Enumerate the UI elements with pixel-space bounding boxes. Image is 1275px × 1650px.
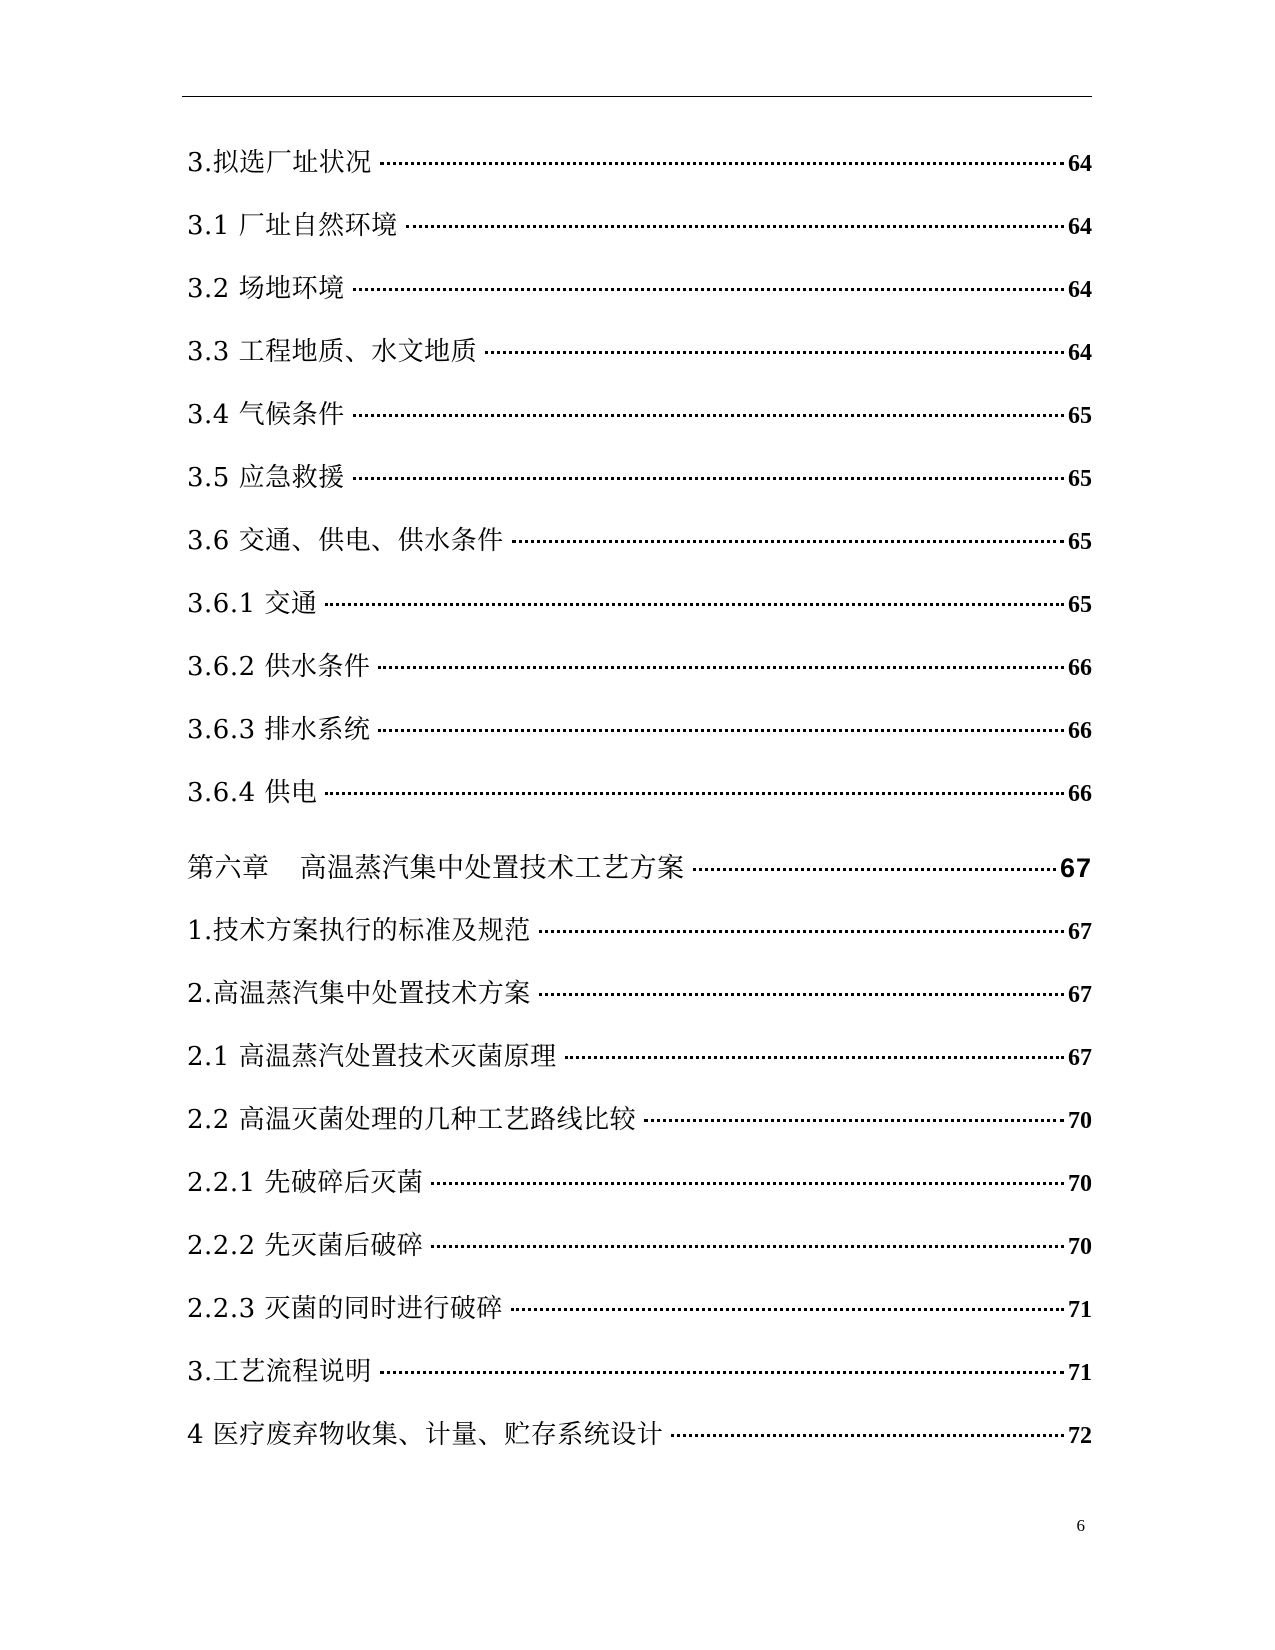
table-of-contents: [187, 145, 1092, 1480]
toc-entry-title: 1.技术方案执行的标准及规范: [187, 916, 531, 946]
toc-entry-page: 64: [1068, 340, 1092, 366]
toc-entry-page: 66: [1068, 781, 1092, 807]
toc-chapter-title: [187, 851, 685, 887]
toc-entry-title: 2.2.2 先灭菌后破碎: [187, 1231, 424, 1261]
toc-entry-title: 3.6 交通、供电、供水条件: [187, 526, 504, 556]
toc-entry-page: 71: [1068, 1297, 1092, 1323]
toc-entry[interactable]: [187, 523, 1092, 586]
chapter-name: 高温蒸汽集中处置技术工艺方案: [299, 853, 685, 884]
dot-leader: [353, 414, 1064, 417]
toc-entry-title: 3.6.3 排水系统: [187, 715, 371, 745]
toc-entry[interactable]: [187, 1354, 1092, 1417]
toc-entry[interactable]: [187, 145, 1092, 208]
dot-leader: [539, 993, 1064, 996]
toc-entry-title: 3.2 场地环境: [187, 274, 345, 304]
toc-entry-title: 3.6.1 交通: [187, 589, 318, 619]
dot-leader: [325, 603, 1064, 606]
dot-leader: [485, 351, 1064, 354]
dot-leader: [325, 792, 1064, 795]
toc-entry[interactable]: [187, 208, 1092, 271]
toc-entry-page: 67: [1068, 1045, 1092, 1071]
toc-entry-title: 2.2.3 灭菌的同时进行破碎: [187, 1294, 503, 1324]
toc-entry-page: 65: [1068, 403, 1092, 429]
toc-entry[interactable]: [187, 271, 1092, 334]
dot-leader: [693, 868, 1056, 871]
dot-leader: [565, 1056, 1064, 1059]
toc-entry[interactable]: [187, 712, 1092, 775]
dot-leader: [378, 666, 1064, 669]
toc-entry-title: 3.5 应急救援: [187, 463, 345, 493]
toc-entry-page: 64: [1068, 151, 1092, 177]
toc-entry-page: 70: [1068, 1171, 1092, 1197]
toc-entry[interactable]: [187, 1039, 1092, 1102]
dot-leader: [406, 225, 1064, 228]
dot-leader: [511, 1308, 1064, 1311]
toc-entry-page: 65: [1068, 466, 1092, 492]
toc-entry-title: 2.高温蒸汽集中处置技术方案: [187, 979, 531, 1009]
toc-entry[interactable]: [187, 913, 1092, 976]
toc-entry-page: 67: [1068, 982, 1092, 1008]
dot-leader: [380, 162, 1064, 165]
toc-entry[interactable]: [187, 976, 1092, 1039]
toc-entry-page: 66: [1068, 718, 1092, 744]
dot-leader: [539, 930, 1064, 933]
toc-entry[interactable]: [187, 775, 1092, 838]
toc-entry-title: 3.工艺流程说明: [187, 1357, 372, 1387]
toc-entry[interactable]: [187, 1417, 1092, 1480]
toc-entry-title: 2.1 高温蒸汽处置技术灭菌原理: [187, 1042, 557, 1072]
toc-entry-title: 3.4 气候条件: [187, 400, 345, 430]
toc-entry[interactable]: [187, 1228, 1092, 1291]
toc-chapter-page: 67: [1059, 853, 1092, 883]
toc-entry-title: 3.6.2 供水条件: [187, 652, 371, 682]
toc-entry-title: 3.6.4 供电: [187, 778, 318, 808]
dot-leader: [644, 1119, 1064, 1122]
toc-entry-page: 71: [1068, 1360, 1092, 1386]
dot-leader: [431, 1182, 1064, 1185]
header-rule: [182, 96, 1092, 97]
toc-entry[interactable]: [187, 1102, 1092, 1165]
toc-entry[interactable]: [187, 1165, 1092, 1228]
page-number: 6: [1076, 1516, 1085, 1535]
dot-leader: [431, 1245, 1064, 1248]
dot-leader: [353, 477, 1064, 480]
toc-entry-title: 3.3 工程地质、水文地质: [187, 337, 478, 367]
dot-leader: [378, 729, 1064, 732]
toc-entry-page: 64: [1068, 214, 1092, 240]
toc-entry-title: 2.2.1 先破碎后灭菌: [187, 1168, 424, 1198]
toc-entry-title: 4 医疗废弃物收集、计量、贮存系统设计: [187, 1420, 664, 1450]
toc-entry-page: 65: [1068, 592, 1092, 618]
toc-entry-title: 2.2 高温灭菌处理的几种工艺路线比较: [187, 1105, 637, 1135]
toc-entry-page: 70: [1068, 1234, 1092, 1260]
dot-leader: [380, 1371, 1064, 1374]
toc-entry-page: 70: [1068, 1108, 1092, 1134]
toc-entry[interactable]: [187, 586, 1092, 649]
dot-leader: [512, 540, 1064, 543]
toc-entry-page: 65: [1068, 529, 1092, 555]
toc-entry[interactable]: [187, 1291, 1092, 1354]
dot-leader: [671, 1434, 1064, 1437]
toc-entry-title: 3.1 厂址自然环境: [187, 211, 398, 241]
chapter-label: 第六章: [187, 853, 270, 884]
toc-entry[interactable]: [187, 649, 1092, 712]
toc-entry[interactable]: [187, 397, 1092, 460]
dot-leader: [353, 288, 1064, 291]
toc-entry-page: 72: [1068, 1423, 1092, 1449]
toc-entry[interactable]: [187, 334, 1092, 397]
toc-entry-page: 67: [1068, 919, 1092, 945]
toc-entry[interactable]: [187, 460, 1092, 523]
toc-entry-title: 3.拟选厂址状况: [187, 148, 372, 178]
toc-chapter-entry[interactable]: [187, 850, 1092, 913]
toc-entry-page: 66: [1068, 655, 1092, 681]
toc-entry-page: 64: [1068, 277, 1092, 303]
